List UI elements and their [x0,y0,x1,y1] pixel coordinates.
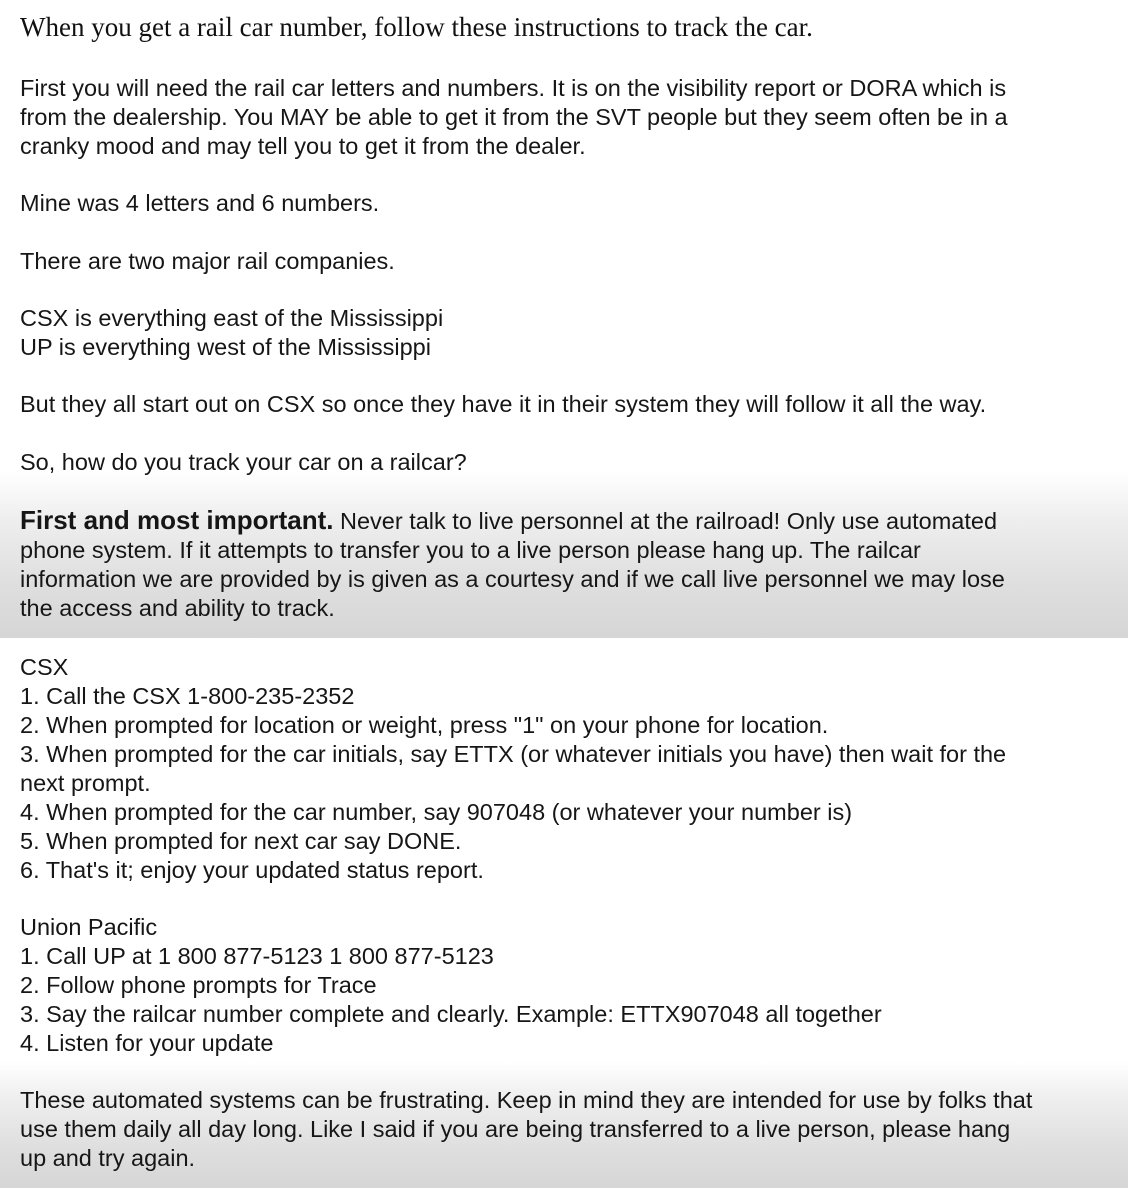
csx-step: 2. When prompted for location or weight, press "1" on your phone for location. [20,712,829,738]
csx-region-text: CSX is everything east of the Mississippi [20,305,444,331]
companies-intro-paragraph [20,247,1114,276]
intro-line: from the dealership. You MAY be able to get it from the SVT people but they seem often be in a [20,104,1008,130]
up-step: 3. Say the railcar number complete and clearly. Example: ETTX907048 all together [20,1001,882,1027]
up-step: 1. Call UP at 1 800 877-5123 1 800 877-5123 [20,943,494,969]
intro-line: First you will need the rail car letters and numbers. It is on the visibility report or DORA which is [20,75,1007,101]
important-line: phone system. If it attempts to transfer you to a live person please hang up. The railcar [20,537,921,563]
important-paragraph [20,506,1114,623]
csx-step: next prompt. [20,770,151,796]
csx-step: 3. When prompted for the car initials, say ETTX (or whatever initials you have) then wait for the [20,741,1007,767]
csx-section-title: CSX [20,654,69,680]
closing-line: use them daily all day long. Like I said if you are being transferred to a live person, please hang [20,1116,1011,1142]
csx-start-paragraph [20,390,1114,419]
csx-step: 4. When prompted for the car number, say 907048 (or whatever your number is) [20,799,853,825]
mine-text: Mine was 4 letters and 6 numbers. [20,190,380,216]
csx-step: 1. Call the CSX 1-800-235-2352 [20,683,355,709]
important-line: the access and ability to track. [20,595,335,621]
up-step: 4. Listen for your update [20,1030,274,1056]
intro-line: cranky mood and may tell you to get it from the dealer. [20,133,586,159]
csx-step: 5. When prompted for next car say DONE. [20,828,462,854]
union-pacific-section [20,913,1114,1058]
important-line: information we are provided by is given as a courtesy and if we call live personnel we may lose [20,566,1005,592]
important-bold-lead: First and most important. [20,505,334,535]
companies-paragraph [20,304,1114,362]
closing-paragraph [20,1086,1114,1173]
up-region-text: UP is everything west of the Mississippi [20,334,431,360]
important-line [20,506,1114,536]
companies-intro-text: There are two major rail companies. [20,248,395,274]
csx-start-text: But they all start out on CSX so once they have it in their system they will follow it all the way. [20,391,987,417]
closing-line: up and try again. [20,1145,196,1171]
mine-paragraph [20,189,1114,218]
csx-section [20,653,1114,885]
important-line-rest: Never talk to live personnel at the railroad! Only use automated [333,508,998,534]
csx-step: 6. That's it; enjoy your updated status report. [20,857,484,883]
question-text: So, how do you track your car on a railcar? [20,449,467,475]
page-title: When you get a rail car number, follow these instructions to track the car. [20,12,813,42]
intro-paragraph [20,74,1114,161]
up-section-title: Union Pacific [20,914,158,940]
closing-line: These automated systems can be frustrating. Keep in mind they are intended for use by folks that [20,1087,1033,1113]
up-step: 2. Follow phone prompts for Trace [20,972,377,998]
question-paragraph [20,448,1114,477]
